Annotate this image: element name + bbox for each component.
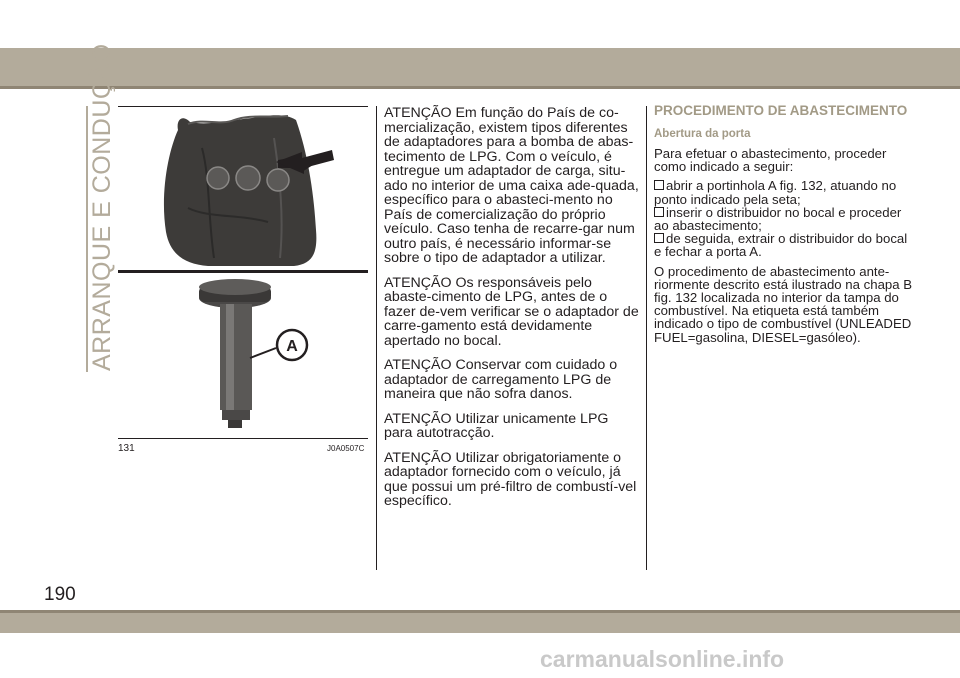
watermark: carmanualsonline.info [540, 646, 785, 672]
procedure-column [654, 104, 914, 350]
intro-paragraph: Para efetuar o abastecimento, proceder como indicado a seguir: [654, 146, 887, 175]
list-item [654, 179, 914, 205]
side-title-underline [86, 106, 88, 372]
figure-bottom-rule [118, 438, 368, 439]
note-paragraph: O procedimento de abastecimento ante-riormente descrito está ilustrado na chapa B fig. 132 localizada no interior da tampa do combustível. Na etiqueta está também indicado o tipo de combustível (UNLEADED FUEL=gasolina, DIESEL=gasóleo). [654, 263, 913, 345]
list-item-text: inserir o distribuidor no bocal e proceder ao abastecimento; [654, 204, 902, 234]
page-number: 190 [44, 584, 76, 605]
figure-number: 131 [118, 443, 135, 454]
list-item-text: abrir a portinhola A fig. 132, atuando no ponto indicado pela seta; [654, 178, 897, 207]
figure-code: J0A0507C [327, 444, 365, 453]
column-divider [376, 106, 377, 570]
warning-paragraph: ATENÇÃO Conservar com cuidado o adaptador de carregamento LPG de maneira que não sofra danos. [384, 357, 618, 402]
footer-band [0, 613, 960, 633]
list-item-text: de seguida, extrair o distribuidor do bocal e fechar a porta A. [654, 231, 908, 260]
callout-a-label: A [286, 338, 298, 355]
list-item [654, 232, 914, 258]
section-heading: PROCEDIMENTO DE ABASTECIMENTO [654, 103, 908, 118]
column-divider [646, 106, 647, 570]
adapter-illustration [118, 274, 368, 436]
header-rule [0, 86, 960, 89]
adapter-bag-illustration [118, 108, 368, 270]
list-item [654, 206, 914, 232]
header-band [0, 48, 960, 86]
checkbox-bullet-icon [654, 180, 664, 190]
top-margin [0, 0, 960, 48]
figure-separator [118, 270, 368, 273]
section-side-title: ARRANQUE E CONDUÇÃO [88, 43, 116, 371]
warning-paragraph: ATENÇÃO Os responsáveis pelo abaste-cimento de LPG, antes de o fazer de-vem verificar se o adaptador de carre-gamento está devidamente apertado no bocal. [384, 274, 639, 349]
warning-paragraph: ATENÇÃO Em função do País de co-mercialização, existem tipos diferentes de adaptadores para a bomba de abas-tecimento de LPG. Com o veículo, é entregue um adaptador de carga, situ-ado no interior de uma caixa ade-quada, específico para o abasteci-mento no País de comercialização do próprio veículo. Caso tenha de recarre-gar num outro país, é necessário informar-se sobre o tipo de adaptador a utilizar. [384, 105, 639, 266]
warning-paragraph: ATENÇÃO Utilizar unicamente LPG para autotracção. [384, 410, 609, 441]
subsection-heading: Abertura da porta [654, 128, 751, 140]
checkbox-bullet-icon [654, 207, 664, 217]
warnings-column [384, 106, 640, 519]
warning-paragraph: ATENÇÃO Utilizar obrigatoriamente o adaptador fornecido com o veículo, já que possui um pré-filtro de combustí-vel específico. [384, 449, 637, 509]
figure-top-rule [118, 106, 368, 107]
checkbox-bullet-icon [654, 233, 664, 243]
